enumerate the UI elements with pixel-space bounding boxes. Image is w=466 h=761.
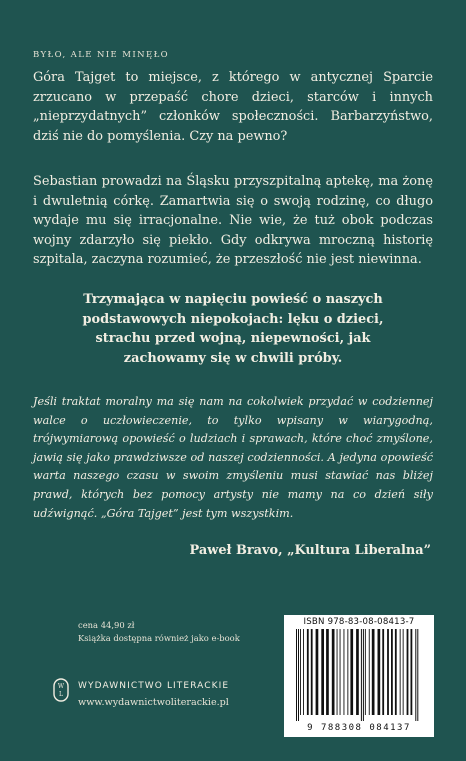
barcode-bar [307, 629, 309, 715]
barcode-bar [356, 629, 359, 715]
blurb-paragraph-1: Góra Tajget to miejsce, z którego w antycznej Sparcie zrzucano w przepaść chore dzieci, starców i innych „nieprzydatnych” członków społeczności. Barbarzyństwo, dziś nie do pomyślenia. Czy na pewno? [33, 70, 433, 144]
barcode-bar [411, 629, 413, 715]
barcode-bar [391, 629, 393, 715]
publisher-website: www.wydawnictwoliterackie.pl [78, 697, 229, 708]
barcode-bar [387, 629, 389, 715]
barcode-bar [369, 629, 370, 715]
barcode-digits: 9 788308 084137 [307, 723, 411, 733]
review-quote: Jeśli traktat moralny ma się nam na cokolwiek przydać w codziennej walce o uczłowieczenie, to tylko wpisany w wiarygodną, trójwymiarową opowieść o ludziach i sprawach, które choć zmyślone, jawią się jako prawdziwsze od naszej codzienności. A jedyna opowieść warta naszego czasu w swoim zmyśleniu musi stawiać nas bliżej prawd, których bez pomocy artysty nie mamy na co dzień siły udźwignąć. „Góra Tajget” jest tym wszystkim. [33, 395, 433, 520]
barcode-bar [344, 629, 345, 715]
barcode-bar [340, 629, 341, 715]
barcode-bar [372, 629, 375, 715]
barcode-bar [332, 629, 335, 715]
barcode-bar [365, 629, 366, 715]
barcode-bar [361, 629, 362, 721]
barcode-bar [337, 629, 338, 715]
review-author: Paweł Bravo, „Kultura Liberalna” [189, 543, 431, 558]
barcode-bars [294, 629, 424, 721]
price-info [78, 619, 240, 645]
svg-text:L: L [59, 691, 63, 698]
isbn-label: ISBN 978-83-08-08413-7 [303, 617, 415, 627]
barcode-bar [400, 629, 401, 715]
barcode-bar [311, 629, 313, 715]
barcode-bar [378, 629, 381, 715]
barcode-bar [417, 629, 418, 721]
barcode-bar [298, 629, 299, 721]
barcode-bar [382, 629, 384, 715]
isbn-barcode [284, 615, 434, 737]
barcode-bar [363, 629, 364, 721]
publisher-name: WYDAWNICTWO LITERACKIE [78, 681, 230, 691]
barcode-bar [347, 629, 348, 715]
ebook-note: Książka dostępna również jako e-book [78, 633, 240, 643]
series-label: BYŁO, ALE NIE MINĘŁO [33, 50, 170, 60]
barcode-bar [303, 629, 304, 715]
barcode-bar [316, 629, 319, 715]
barcode-bar [407, 629, 409, 715]
svg-text:W: W [57, 683, 65, 690]
barcode-bar [326, 629, 329, 715]
barcode-bar [395, 629, 397, 715]
blurb-paragraph-2: Sebastian prowadzi na Śląsku przyszpitalną aptekę, ma żonę i dwuletnią córkę. Zamartwia się o swoją rodzinę, co długo wydaje mu się irracjonalne. Nie wie, że tuż obok podczas wojny zdarzyło się piekło. Gdy odkrywa mroczną historię szpitala, zaczyna rozumieć, że przeszłość nie jest niewinna. [33, 174, 433, 267]
barcode-bar [321, 629, 324, 715]
barcode-bar [403, 629, 404, 715]
price-label: cena 44,90 zł [78, 620, 135, 630]
publisher-logo-icon [53, 678, 69, 702]
tagline: Trzymająca w napięciu powieść o naszych podstawowych niepokojach: lęku o dzieci, strachu przed wojną, niepewności, jak zachowamy się w chwili próby. [82, 292, 384, 366]
barcode-bar [296, 629, 297, 721]
barcode-bar [350, 629, 353, 715]
barcode-bar [415, 629, 416, 721]
barcode-bar [300, 629, 301, 715]
